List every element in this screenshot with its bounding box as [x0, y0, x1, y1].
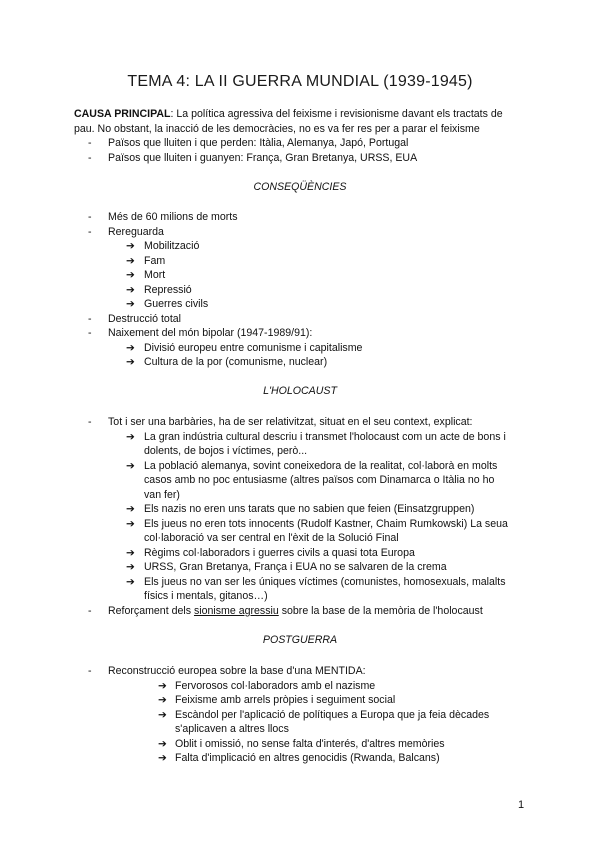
intro-line-1 [74, 107, 534, 122]
list-item [74, 225, 534, 312]
list-item-text: Països que lluiten i guanyen: França, Gran Bretanya, URSS, EUA [108, 151, 418, 164]
page-number: 1 [518, 799, 525, 811]
list-item [74, 136, 534, 151]
sub-item-line: URSS, Gran Bretanya, França i EUA no se salvaren de la crema [144, 561, 447, 573]
sub-item-line: Escàndol per l'aplicació de polítiques a Europa que ja feia dècades [175, 708, 490, 721]
arrow-icon: ➔ [126, 503, 135, 515]
list-item [74, 151, 534, 166]
arrow-icon: ➔ [126, 341, 135, 354]
arrow-icon: ➔ [158, 737, 167, 750]
arrow-icon: ➔ [158, 708, 167, 721]
sub-item [108, 679, 534, 694]
sub-item [108, 517, 534, 546]
sub-item [108, 708, 534, 737]
sub-item-text: Cultura de la por (comunisme, nuclear) [144, 356, 328, 368]
sub-item-line: Règims col·laboradors i guerres civils a quasi tota Europa [144, 546, 415, 559]
intro-text-1: : La política agressiva del feixisme i revisionisme davant els tractats de [170, 108, 503, 120]
arrow-icon: ➔ [126, 575, 135, 588]
sub-item-line: Oblit i omissió, no sense falta d'interés, d'altres memòries [175, 737, 445, 750]
arrow-icon: ➔ [126, 430, 135, 443]
bullet-dash: - [88, 416, 92, 428]
sub-item-line: Els nazis no eren uns tarats que no sabien que feien (Einsatzgruppen) [144, 503, 475, 515]
sub-item-text: Fam [144, 254, 166, 267]
bullet-dash: - [88, 151, 92, 164]
sub-list [108, 341, 534, 370]
arrow-icon: ➔ [126, 269, 135, 281]
bullet-dash: - [88, 665, 92, 677]
list-item-text: sobre la base de la memòria de l'holocaust [278, 604, 483, 617]
list-item-text: Reforçament dels [108, 604, 194, 617]
sub-item-text: Mort [144, 269, 166, 281]
sub-item [108, 575, 534, 604]
sub-item-line: col·laboració va ser central en l'èxit de la Solució Final [144, 532, 399, 544]
arrow-icon: ➔ [126, 254, 135, 267]
list-item [74, 604, 534, 619]
arrow-icon: ➔ [126, 546, 135, 559]
bullet-dash: - [88, 604, 92, 617]
sub-item [108, 297, 534, 312]
sub-item [108, 502, 534, 517]
underlined-term: sionisme agressiu [193, 604, 279, 617]
postguerra-section [74, 664, 534, 766]
sub-item [108, 737, 534, 752]
list-item [74, 210, 534, 225]
heading-postguerra: POSTGUERRA [262, 634, 338, 646]
arrow-icon: ➔ [126, 517, 135, 530]
holocaust-section [74, 415, 534, 618]
holocaust-list [74, 415, 534, 618]
arrow-icon: ➔ [126, 240, 135, 252]
sub-item-line: La gran indústria cultural descriu i transmet l'holocaust com un acte de bons i [144, 430, 506, 443]
consequencies-list [74, 210, 534, 370]
sub-item-text: Divisió europeu entre comunisme i capitalisme [144, 341, 363, 354]
bullet-dash: - [88, 312, 92, 325]
list-item-text: Naixement del món bipolar (1947-1989/91): [108, 327, 313, 339]
arrow-icon: ➔ [126, 356, 135, 368]
intro-line-2: pau. No obstant, la inacció de les democràcies, no es va fer res per a parar el feixisme [74, 122, 480, 135]
sub-item-text: Guerres civils [144, 298, 209, 310]
list-item-text: Països que lluiten i que perden: Itàlia, Alemanya, Japó, Portugal [108, 137, 409, 149]
arrow-icon: ➔ [158, 679, 167, 692]
list-item [74, 664, 534, 766]
list-item-text: Més de 60 milions de morts [108, 211, 238, 223]
list-item-text: Rereguarda [108, 225, 164, 238]
sub-item-line: La població alemanya, sovint coneixedora de la realitat, col·laborà en molts [144, 459, 498, 472]
sub-item [108, 283, 534, 298]
sub-item [108, 546, 534, 561]
intro-label: CAUSA PRINCIPAL [74, 108, 171, 120]
sub-item [108, 268, 534, 283]
list-item [74, 415, 534, 604]
arrow-icon: ➔ [158, 694, 167, 706]
sub-item [108, 355, 534, 370]
sub-item-line: Fervorosos col·laboradors amb el nazisme [175, 679, 376, 692]
page-title: TEMA 4: LA II GUERRA MUNDIAL (1939-1945) [127, 73, 473, 90]
sub-item-line: casos amb no poc entusiasme (altres països com Dinamarca o Itàlia no ho [144, 474, 495, 486]
sub-item-line: s'aplicaven a altres llocs [175, 723, 289, 735]
arrow-icon: ➔ [126, 283, 135, 296]
bullet-dash: - [88, 137, 92, 149]
sub-item-line: Els jueus no van ser les úniques víctimes (comunistes, homosexuals, malalts [144, 575, 506, 588]
sub-item [108, 751, 534, 766]
heading-consequencies: CONSEQÜÈNCIES [253, 181, 347, 193]
sub-item [108, 693, 534, 708]
sub-item [108, 430, 534, 459]
sub-item-line: dolents, de bojos i víctimes, però... [144, 445, 308, 457]
intro-section [74, 107, 534, 165]
arrow-icon: ➔ [126, 459, 135, 472]
sub-item [108, 254, 534, 269]
consequencies-section [74, 210, 534, 370]
sub-item-text: Repressió [144, 283, 192, 296]
postguerra-list [74, 664, 534, 766]
sub-list [108, 239, 534, 312]
sub-item-line: Falta d'implicació en altres genocidis (Rwanda, Balcans) [175, 752, 440, 764]
heading-holocaust: L'HOLOCAUST [263, 385, 337, 397]
bullet-dash: - [88, 225, 92, 238]
arrow-icon: ➔ [126, 298, 135, 310]
list-item-text: Destrucció total [108, 312, 182, 325]
sub-item [108, 341, 534, 356]
list-item [74, 312, 534, 327]
bullet-dash: - [88, 327, 92, 339]
list-item [74, 326, 534, 370]
sub-item [108, 560, 534, 575]
sub-item-line: Els jueus no eren tots innocents (Rudolf Kastner, Chaim Rumkowski) La seua [144, 517, 508, 530]
sub-item-text: Mobilització [144, 240, 200, 252]
sub-item [108, 239, 534, 254]
arrow-icon: ➔ [158, 752, 167, 764]
sub-item-line: van fer) [144, 488, 180, 501]
sub-item-line: Feixisme amb arrels pròpies i seguiment social [175, 694, 396, 706]
sub-list [108, 679, 534, 766]
sub-item-line: físics i mentals, gitanos…) [144, 590, 268, 602]
sub-item [108, 459, 534, 503]
intro-list [74, 136, 534, 165]
list-item-text: Tot i ser una barbàries, ha de ser relativitzat, situat en el seu context, explicat: [108, 416, 473, 428]
arrow-icon: ➔ [126, 561, 135, 573]
list-item-text: Reconstrucció europea sobre la base d'una MENTIDA: [108, 665, 366, 677]
sub-list [108, 430, 534, 604]
bullet-dash: - [88, 211, 92, 223]
